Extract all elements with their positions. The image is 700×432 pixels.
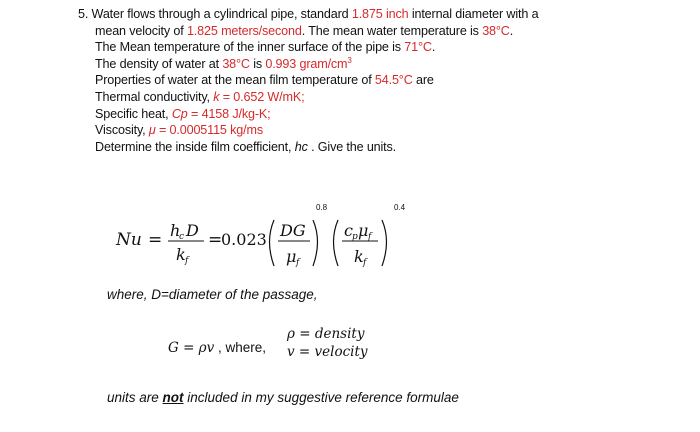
left-paren bbox=[270, 220, 275, 266]
exponent-0-8: 0.8 bbox=[316, 203, 328, 212]
nusselt-formula bbox=[110, 196, 450, 278]
k-symbol: k bbox=[354, 247, 364, 266]
k-symbol: k bbox=[176, 245, 186, 264]
not-emphasis: not bbox=[162, 390, 184, 405]
pipe-diameter-value: 1.875 inch bbox=[351, 7, 409, 21]
problem-line-7 bbox=[78, 106, 688, 123]
problem-text: internal diameter with a bbox=[408, 7, 539, 21]
f-subscript: f bbox=[368, 232, 372, 242]
mass-flux-expression: G = ρv bbox=[168, 340, 215, 356]
problem-text: Viscosity, bbox=[95, 123, 149, 138]
film-temperature-value: 54.5°C bbox=[374, 73, 413, 88]
velocity-definition: v = velocity bbox=[287, 344, 368, 360]
c-subscript: c bbox=[179, 232, 185, 242]
mu-symbol: μ bbox=[286, 247, 297, 266]
problem-text: The Mean temperature of the inner surface of the pipe is bbox=[95, 40, 405, 55]
density-definition: ρ = density bbox=[287, 326, 365, 342]
problem-line-2 bbox=[78, 23, 688, 40]
coefficient: 0.023 bbox=[221, 230, 267, 249]
f-subscript: f bbox=[296, 258, 300, 268]
density-temperature-value: 38°C bbox=[222, 56, 250, 71]
mu-symbol: μ bbox=[358, 221, 369, 240]
problem-line-9 bbox=[78, 139, 688, 156]
conductivity-value: = 0.652 W/mK; bbox=[219, 89, 305, 104]
problem-statement bbox=[78, 6, 688, 155]
left-paren bbox=[334, 220, 339, 266]
problem-text: Properties of water at the mean film temperature of bbox=[95, 73, 375, 88]
problem-text: are bbox=[412, 73, 434, 88]
diameter-symbol: D bbox=[186, 221, 199, 240]
specific-heat-symbol: Cp bbox=[171, 106, 188, 121]
nusselt-formula-svg bbox=[110, 196, 450, 278]
equals-sign: = bbox=[148, 230, 163, 250]
viscosity-symbol: μ bbox=[148, 123, 156, 138]
problem-text: The density of water at bbox=[95, 56, 223, 71]
cubed-superscript: 3 bbox=[347, 55, 352, 65]
problem-text: 5. Water flows through a cylindrical pipe, standard bbox=[78, 7, 352, 21]
f-subscript: f bbox=[185, 256, 189, 266]
problem-line-1 bbox=[78, 6, 688, 23]
problem-line-4 bbox=[78, 56, 688, 73]
h-symbol: h bbox=[170, 221, 181, 240]
problem-text: . bbox=[431, 40, 436, 55]
water-temperature-value: 38°C bbox=[482, 23, 510, 38]
right-paren bbox=[313, 220, 318, 266]
problem-text: . Give the units. bbox=[307, 139, 397, 154]
mass-flux-line bbox=[168, 340, 266, 356]
equals-sign: = bbox=[208, 230, 223, 250]
problem-text: Determine the inside film coefficient, bbox=[95, 139, 295, 154]
specific-heat-value: = 4158 J/kg-K; bbox=[187, 106, 271, 121]
problem-text: Thermal conductivity, bbox=[95, 89, 214, 104]
units-note bbox=[107, 390, 459, 405]
right-paren bbox=[382, 220, 387, 266]
variable-definitions bbox=[287, 325, 368, 361]
viscosity-value: = 0.0005115 kg/ms bbox=[155, 123, 263, 138]
units-note-text: units are bbox=[107, 390, 163, 405]
problem-text: . bbox=[509, 23, 514, 38]
p-subscript: p bbox=[352, 232, 358, 242]
mean-velocity-value: 1.825 meters/second bbox=[186, 23, 302, 38]
problem-line-3 bbox=[78, 39, 688, 56]
problem-text: Specific heat, bbox=[95, 106, 172, 121]
where-text: , where, bbox=[214, 340, 267, 355]
surface-temperature-value: 71°C bbox=[404, 40, 432, 55]
units-note-text: included in my suggestive reference formulae bbox=[183, 390, 459, 405]
problem-line-8 bbox=[78, 122, 688, 139]
problem-line-5 bbox=[78, 72, 688, 89]
problem-text: is bbox=[249, 56, 266, 71]
problem-text: mean velocity of bbox=[95, 23, 187, 38]
density-value bbox=[265, 57, 351, 71]
conductivity-symbol: k bbox=[213, 89, 220, 104]
dg-symbol: DG bbox=[280, 221, 306, 240]
exponent-0-4: 0.4 bbox=[394, 203, 406, 212]
c-symbol: c bbox=[344, 221, 353, 240]
film-coefficient-symbol: hc bbox=[294, 139, 308, 154]
nusselt-symbol: Nu bbox=[116, 230, 142, 250]
where-diameter-note: where, D=diameter of the passage, bbox=[107, 287, 318, 302]
problem-line-6 bbox=[78, 89, 688, 106]
problem-text: . The mean water temperature is bbox=[301, 23, 483, 38]
density-number: 0.993 gram/cm bbox=[265, 56, 348, 71]
f-subscript: f bbox=[363, 258, 367, 268]
